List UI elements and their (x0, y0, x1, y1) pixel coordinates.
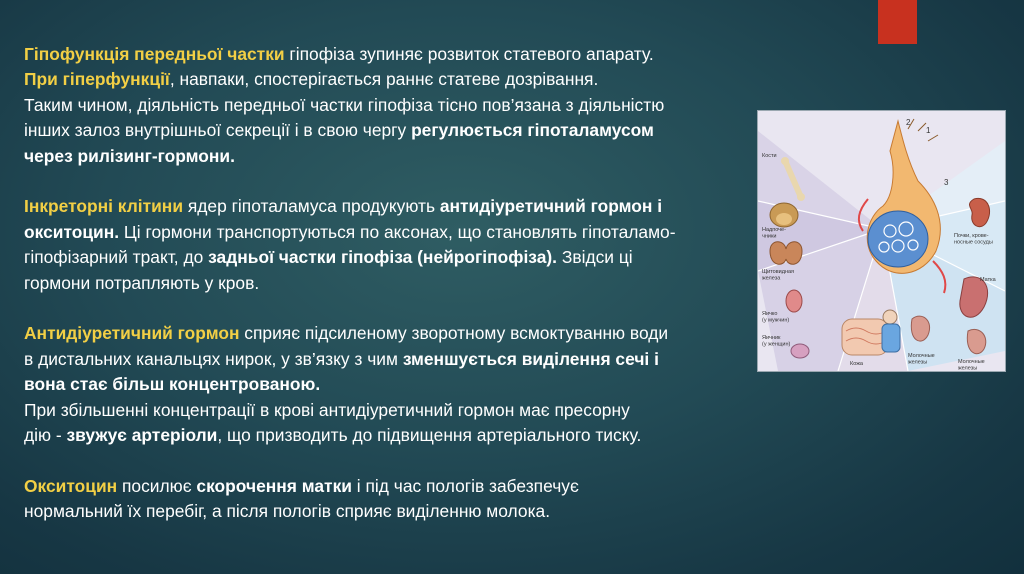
text-span: і під час пологів забезпечує (351, 475, 579, 496)
text-line (24, 423, 754, 448)
fig-number: 3 (944, 178, 949, 187)
text-span: , навпаки, спостерігається раннє статеве дозрівання. (169, 69, 599, 90)
highlight-term: Окситоцин (24, 475, 118, 496)
skin-icon (842, 319, 888, 355)
kidney-icon (969, 198, 989, 226)
text-line (24, 398, 754, 423)
text-span: гормони потрапляють у кров. (24, 272, 260, 293)
label-uterus: Матка (980, 277, 996, 283)
highlight-term: Інкреторні клітини (24, 196, 184, 217)
label-mammary-right: Молочные железы (958, 359, 985, 371)
text-span: в дистальних канальцях нирок, у зв’язку з чим (24, 348, 403, 369)
text-line (24, 499, 754, 524)
fig-number: 1 (926, 126, 931, 135)
text-span: гіпофізарний тракт, до (24, 247, 209, 268)
text-span: нормальний їх перебіг, а після пологів сприяє виділенню молока. (24, 501, 551, 522)
highlight-term: Антидіуретичний гормон (24, 323, 240, 344)
label-thyroid: Щитовидная железа (762, 269, 795, 282)
testis-icon (786, 290, 802, 312)
paragraph (24, 194, 754, 296)
text-line (24, 118, 754, 143)
bold-text: окситоцин. (24, 221, 120, 242)
text-span: посилює (117, 475, 197, 496)
text-line (24, 194, 754, 219)
bold-text: зменшується виділення сечі і (402, 348, 659, 369)
text-span: інших залоз внутрішньої секреції і в свою чергу (24, 120, 412, 141)
bold-text: звужує артеріоли (66, 425, 218, 446)
text-span: сприяє підсиленому зворотному всмоктуванню води (239, 323, 669, 344)
text-line (24, 245, 754, 270)
pituitary-hormones-diagram (757, 110, 1006, 372)
label-testis: Яичко (у мужчин) (762, 311, 790, 324)
bold-text: скорочення матки (196, 475, 352, 496)
text-span: Таким чином, діяльність передньої частки гіпофіза тісно пов’язана з діяльністю (24, 94, 665, 115)
bold-text: вона стає більш концентрованою. (24, 374, 321, 395)
text-span: ядер гіпоталамуса продукують (183, 196, 440, 217)
mother-child-icon (882, 310, 900, 352)
text-line (24, 144, 754, 169)
highlight-term: При гіперфункції (24, 69, 170, 90)
text-span: , що призводить до підвищення артеріального тиску. (217, 425, 642, 446)
paragraph (24, 474, 754, 525)
bold-text: через рилізинг-гормони. (24, 145, 235, 166)
label-bones: Кости (762, 153, 777, 159)
label-ovary: Яичник (у женщин) (762, 335, 791, 348)
slide-text (24, 42, 754, 525)
ovary-icon (791, 344, 809, 358)
text-line (24, 347, 754, 372)
bold-text: антидіуретичний гормон і (439, 196, 663, 217)
bold-text: регулюється гіпоталамусом (411, 120, 654, 141)
label-skin: Кожа (850, 361, 863, 367)
breast-icon-right (967, 329, 986, 353)
text-span: Звідси ці (557, 247, 633, 268)
text-line (24, 42, 754, 67)
text-line (24, 67, 754, 92)
text-span: Ці гормони транспортуються по аксонах, що становлять гіпоталамо- (119, 221, 676, 242)
paragraph (24, 42, 754, 169)
label-adrenals: Надпоче-чники (762, 227, 786, 240)
highlight-term: Гіпофункція передньої частки (24, 44, 285, 64)
adrenal-icon (770, 203, 798, 227)
text-span: При збільшенні концентрації в крові антидіуретичний гормон має пресорну (24, 399, 630, 420)
text-span: дію - (24, 425, 67, 446)
text-line (24, 93, 754, 118)
text-line (24, 271, 754, 296)
text-line (24, 321, 754, 346)
diagram-svg (758, 111, 1005, 371)
paragraph (24, 321, 754, 448)
bold-text: задньої частки гіпофіза (нейрогіпофіза). (208, 247, 558, 268)
breast-icon-left (911, 316, 929, 341)
text-span: гіпофіза зупиняє розвиток статевого апарату. (284, 44, 654, 64)
label-kidneys: Почки, крове-носные сосуды (954, 233, 993, 246)
text-line (24, 474, 754, 499)
accent-tab (878, 0, 917, 44)
fig-number: 2 (906, 118, 911, 127)
text-line (24, 372, 754, 397)
text-line (24, 220, 754, 245)
label-mammary-left: Молочные железы (908, 353, 935, 366)
